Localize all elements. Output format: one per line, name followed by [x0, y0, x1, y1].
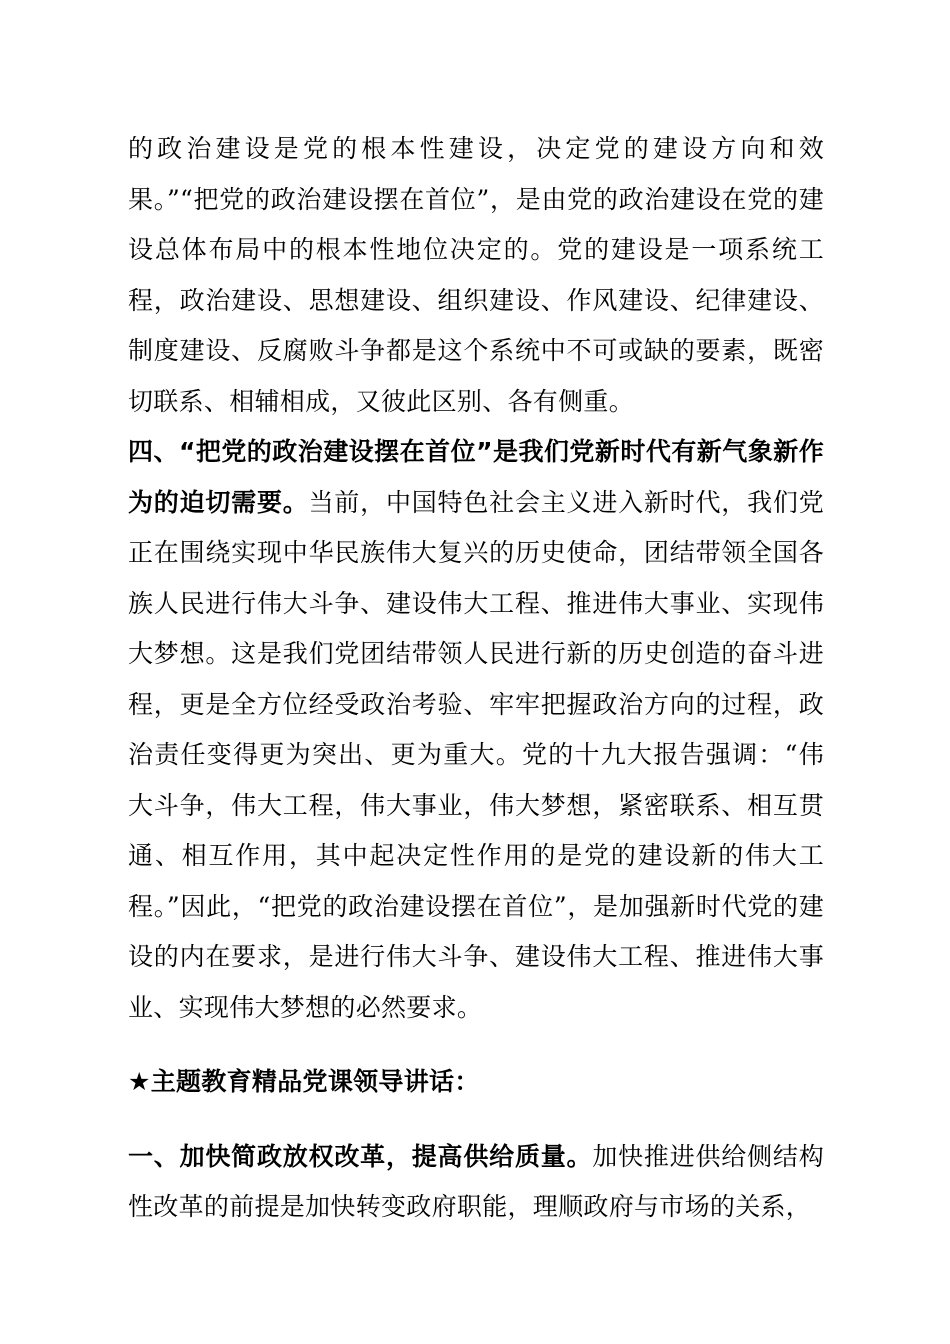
paragraph-section-1: [128, 1132, 824, 1233]
section-4-heading: 四、“把党的政治建设摆在首位”是我们党新时代有新气象新作为的迫切需要。: [128, 437, 824, 517]
section-1-body: 加快推进供给侧结构性改革的前提是加快转变政府职能，理顺政府与市场的关系，: [128, 1141, 824, 1221]
star-heading: ★主题教育精品党课领导讲话：: [128, 1067, 480, 1096]
paragraph-text: 的政治建设是党的根本性建设，决定党的建设方向和效果。”“把党的政治建设摆在首位”，是由党的政治建设在党的建设总体布局中的根本性地位决定的。党的建设是一项系统工程，政治建设、思想建设、组织建设、作风建设、纪律建设、制度建设、反腐败斗争都是这个系统中不可或缺的要素，既密切联系、相辅相成，又彼此区别、各有侧重。: [128, 134, 824, 416]
section-4-body: 当前，中国特色社会主义进入新时代，我们党正在围绕实现中华民族伟大复兴的历史使命，团结带领全国各族人民进行伟大斗争、建设伟大工程、推进伟大事业、实现伟大梦想。这是我们党团结带领人民进行新的历史创造的奋斗进程，更是全方位经受政治考验、牢牢把握政治方向的过程，政治责任变得更为突出、更为重大。党的十九大报告强调：“伟大斗争，伟大工程，伟大事业，伟大梦想，紧密联系、相互贯通、相互作用，其中起决定性作用的是党的建设新的伟大工程。”因此，“把党的政治建设摆在首位”，是加强新时代党的建设的内在要求，是进行伟大斗争、建设伟大工程、推进伟大事业、实现伟大梦想的必然要求。: [128, 487, 824, 1022]
section-1-heading: 一、加快简政放权改革，提高供给质量。: [128, 1141, 593, 1171]
document-page: [128, 124, 824, 1233]
paragraph-political-building: [128, 124, 824, 427]
paragraph-section-4: [128, 427, 824, 1033]
